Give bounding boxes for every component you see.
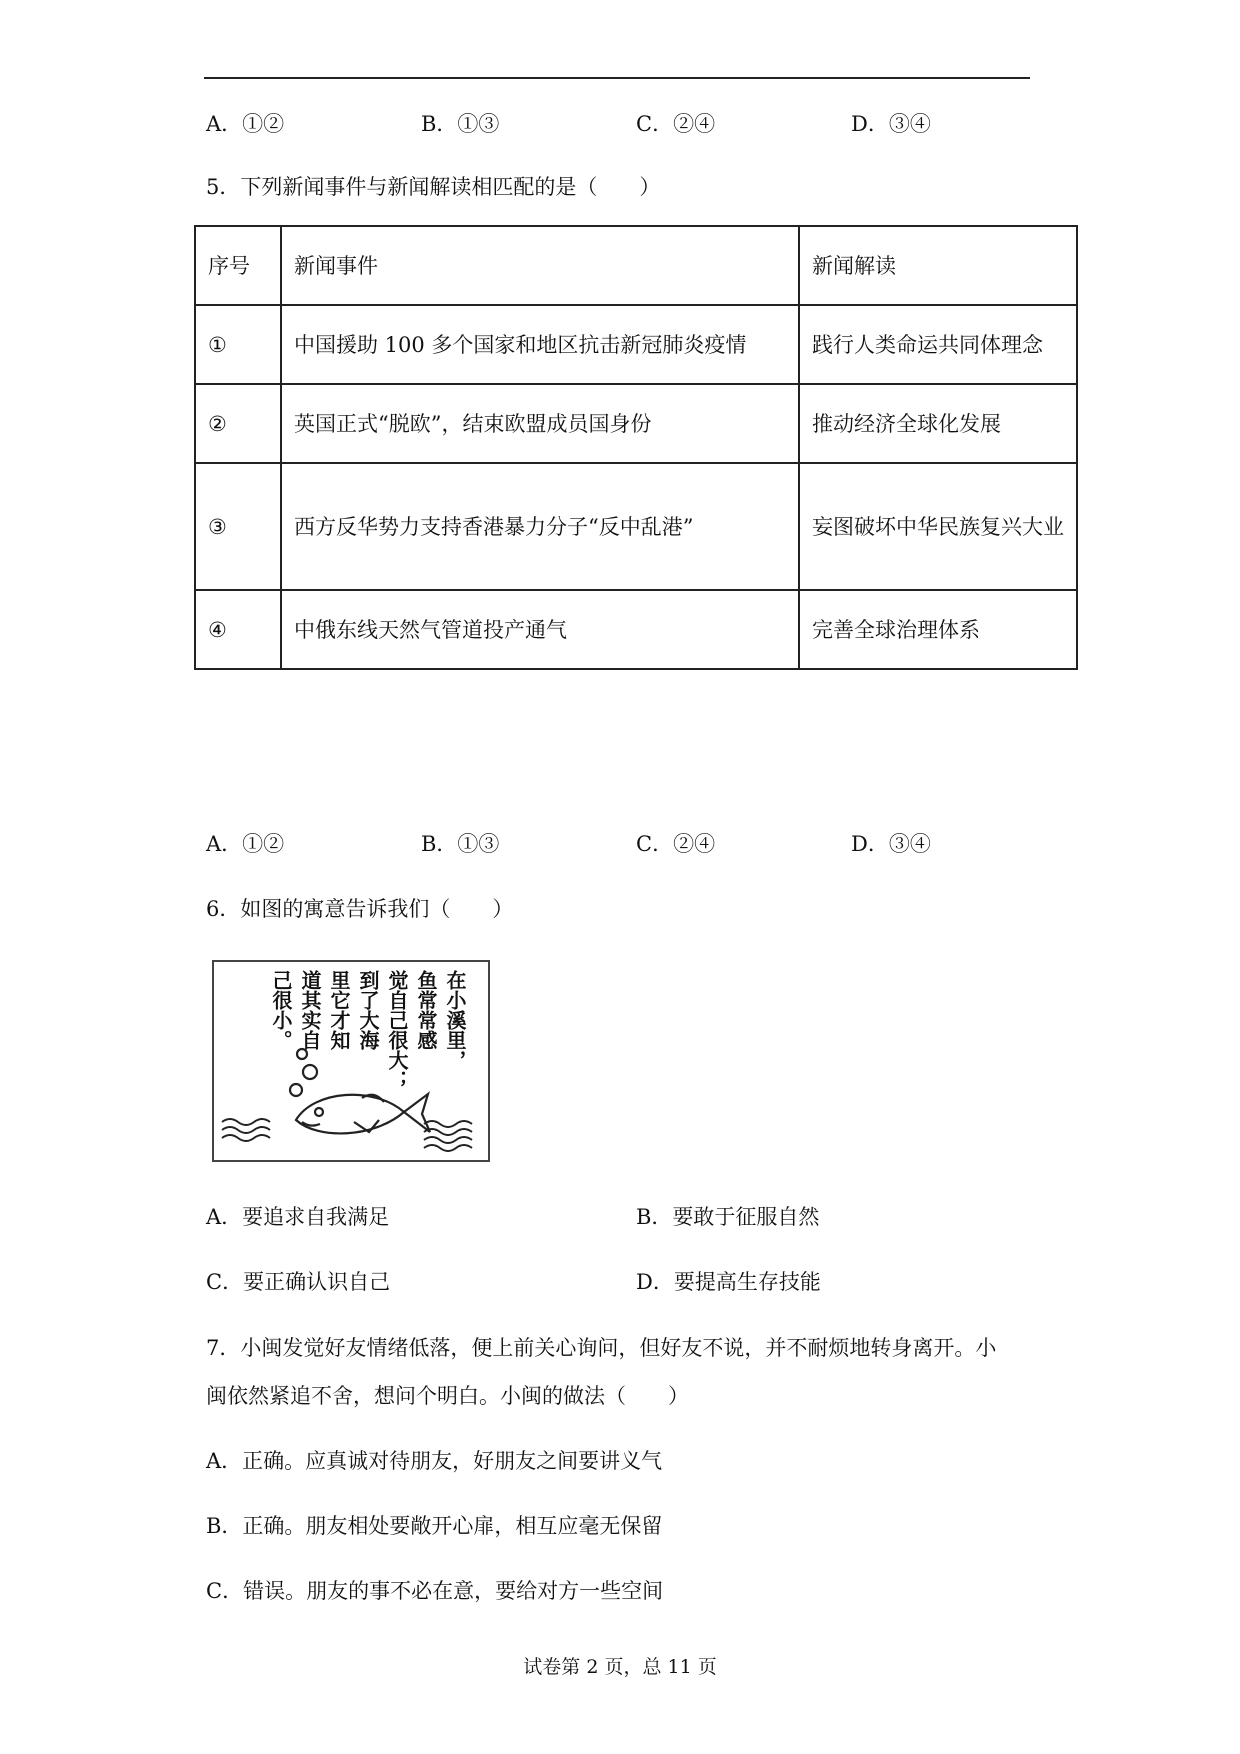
cartoon-column: 觉自己很大； (385, 970, 409, 1090)
q5-stem: 5．下列新闻事件与新闻解读相匹配的是（ ） (206, 175, 661, 199)
q5-options (206, 828, 1106, 858)
table-cell: 完善全球治理体系 (799, 590, 1077, 669)
q4-options (206, 108, 1106, 138)
q6-stem: 6．如图的寓意告诉我们（ ） (206, 897, 514, 921)
q5-option-c[interactable]: C．②④ (636, 832, 716, 856)
q7-option-a[interactable]: A．正确。应真诚对待朋友，好朋友之间要讲义气 (206, 1449, 663, 1473)
q4-option-d[interactable]: D．③④ (851, 112, 931, 136)
table-row (195, 463, 1077, 590)
header-cell-interpretation: 新闻解读 (799, 226, 1077, 305)
table-cell: ④ (195, 590, 281, 669)
table-header-row (195, 226, 1077, 305)
table-cell: ② (195, 384, 281, 463)
q7-stem-line1: 7．小闽发觉好友情绪低落，便上前关心询问，但好友不说，并不耐烦地转身离开。小 (206, 1336, 997, 1360)
table-cell: 中俄东线天然气管道投产通气 (281, 590, 799, 669)
table-cell: 妄图破坏中华民族复兴大业 (799, 463, 1077, 590)
q6-option-d[interactable]: D．要提高生存技能 (636, 1270, 821, 1294)
table-row (195, 305, 1077, 384)
table-row (195, 384, 1077, 463)
news-table (194, 225, 1078, 670)
table-row (195, 590, 1077, 669)
q5-option-d[interactable]: D．③④ (851, 832, 931, 856)
q6-option-a[interactable]: A．要追求自我满足 (206, 1205, 390, 1229)
header-cell-event: 新闻事件 (281, 226, 799, 305)
fish-icon (290, 1049, 430, 1133)
q7-option-b[interactable]: B．正确。朋友相处要敞开心扉，相互应毫无保留 (206, 1514, 663, 1538)
q6-option-c[interactable]: C．要正确认识自己 (206, 1270, 391, 1294)
cartoon-column: 鱼常常感 (414, 970, 438, 1050)
table-cell: 中国援助 100 多个国家和地区抗击新冠肺炎疫情 (281, 305, 799, 384)
q4-option-a[interactable]: A．①② (206, 112, 285, 136)
q6-options-row2 (206, 1266, 1106, 1296)
table-cell: 践行人类命运共同体理念 (799, 305, 1077, 384)
cartoon-column: 道其实自 (298, 970, 322, 1050)
cartoon-column: 己很小。 (269, 970, 293, 1050)
q4-option-c[interactable]: C．②④ (636, 112, 716, 136)
page-footer: 试卷第 2 页，总 11 页 (523, 1656, 717, 1678)
q5-option-b[interactable]: B．①③ (421, 832, 500, 856)
waves-icon (222, 1119, 472, 1151)
q6-options-row1 (206, 1201, 1106, 1231)
q7-option-c[interactable]: C．错误。朋友的事不必在意，要给对方一些空间 (206, 1579, 664, 1603)
fish-cartoon (212, 960, 490, 1162)
table-cell: 英国正式“脱欧”，结束欧盟成员国身份 (281, 384, 799, 463)
q6-option-b[interactable]: B．要敢于征服自然 (636, 1205, 820, 1229)
q5-option-a[interactable]: A．①② (206, 832, 285, 856)
table-cell: ③ (195, 463, 281, 590)
header-rule (204, 77, 1030, 79)
fish-cartoon-drawing (214, 962, 488, 1160)
table-cell: 推动经济全球化发展 (799, 384, 1077, 463)
cartoon-column: 在小溪里， (443, 970, 467, 1070)
cartoon-column: 里它才知 (327, 970, 351, 1050)
table-cell: 西方反华势力支持香港暴力分子“反中乱港” (281, 463, 799, 590)
cartoon-column: 到了大海 (356, 970, 380, 1050)
header-cell-index: 序号 (195, 226, 281, 305)
q7-stem-line2: 闽依然紧追不舍，想问个明白。小闽的做法（ ） (206, 1384, 689, 1408)
table-cell: ① (195, 305, 281, 384)
q4-option-b[interactable]: B．①③ (421, 112, 500, 136)
